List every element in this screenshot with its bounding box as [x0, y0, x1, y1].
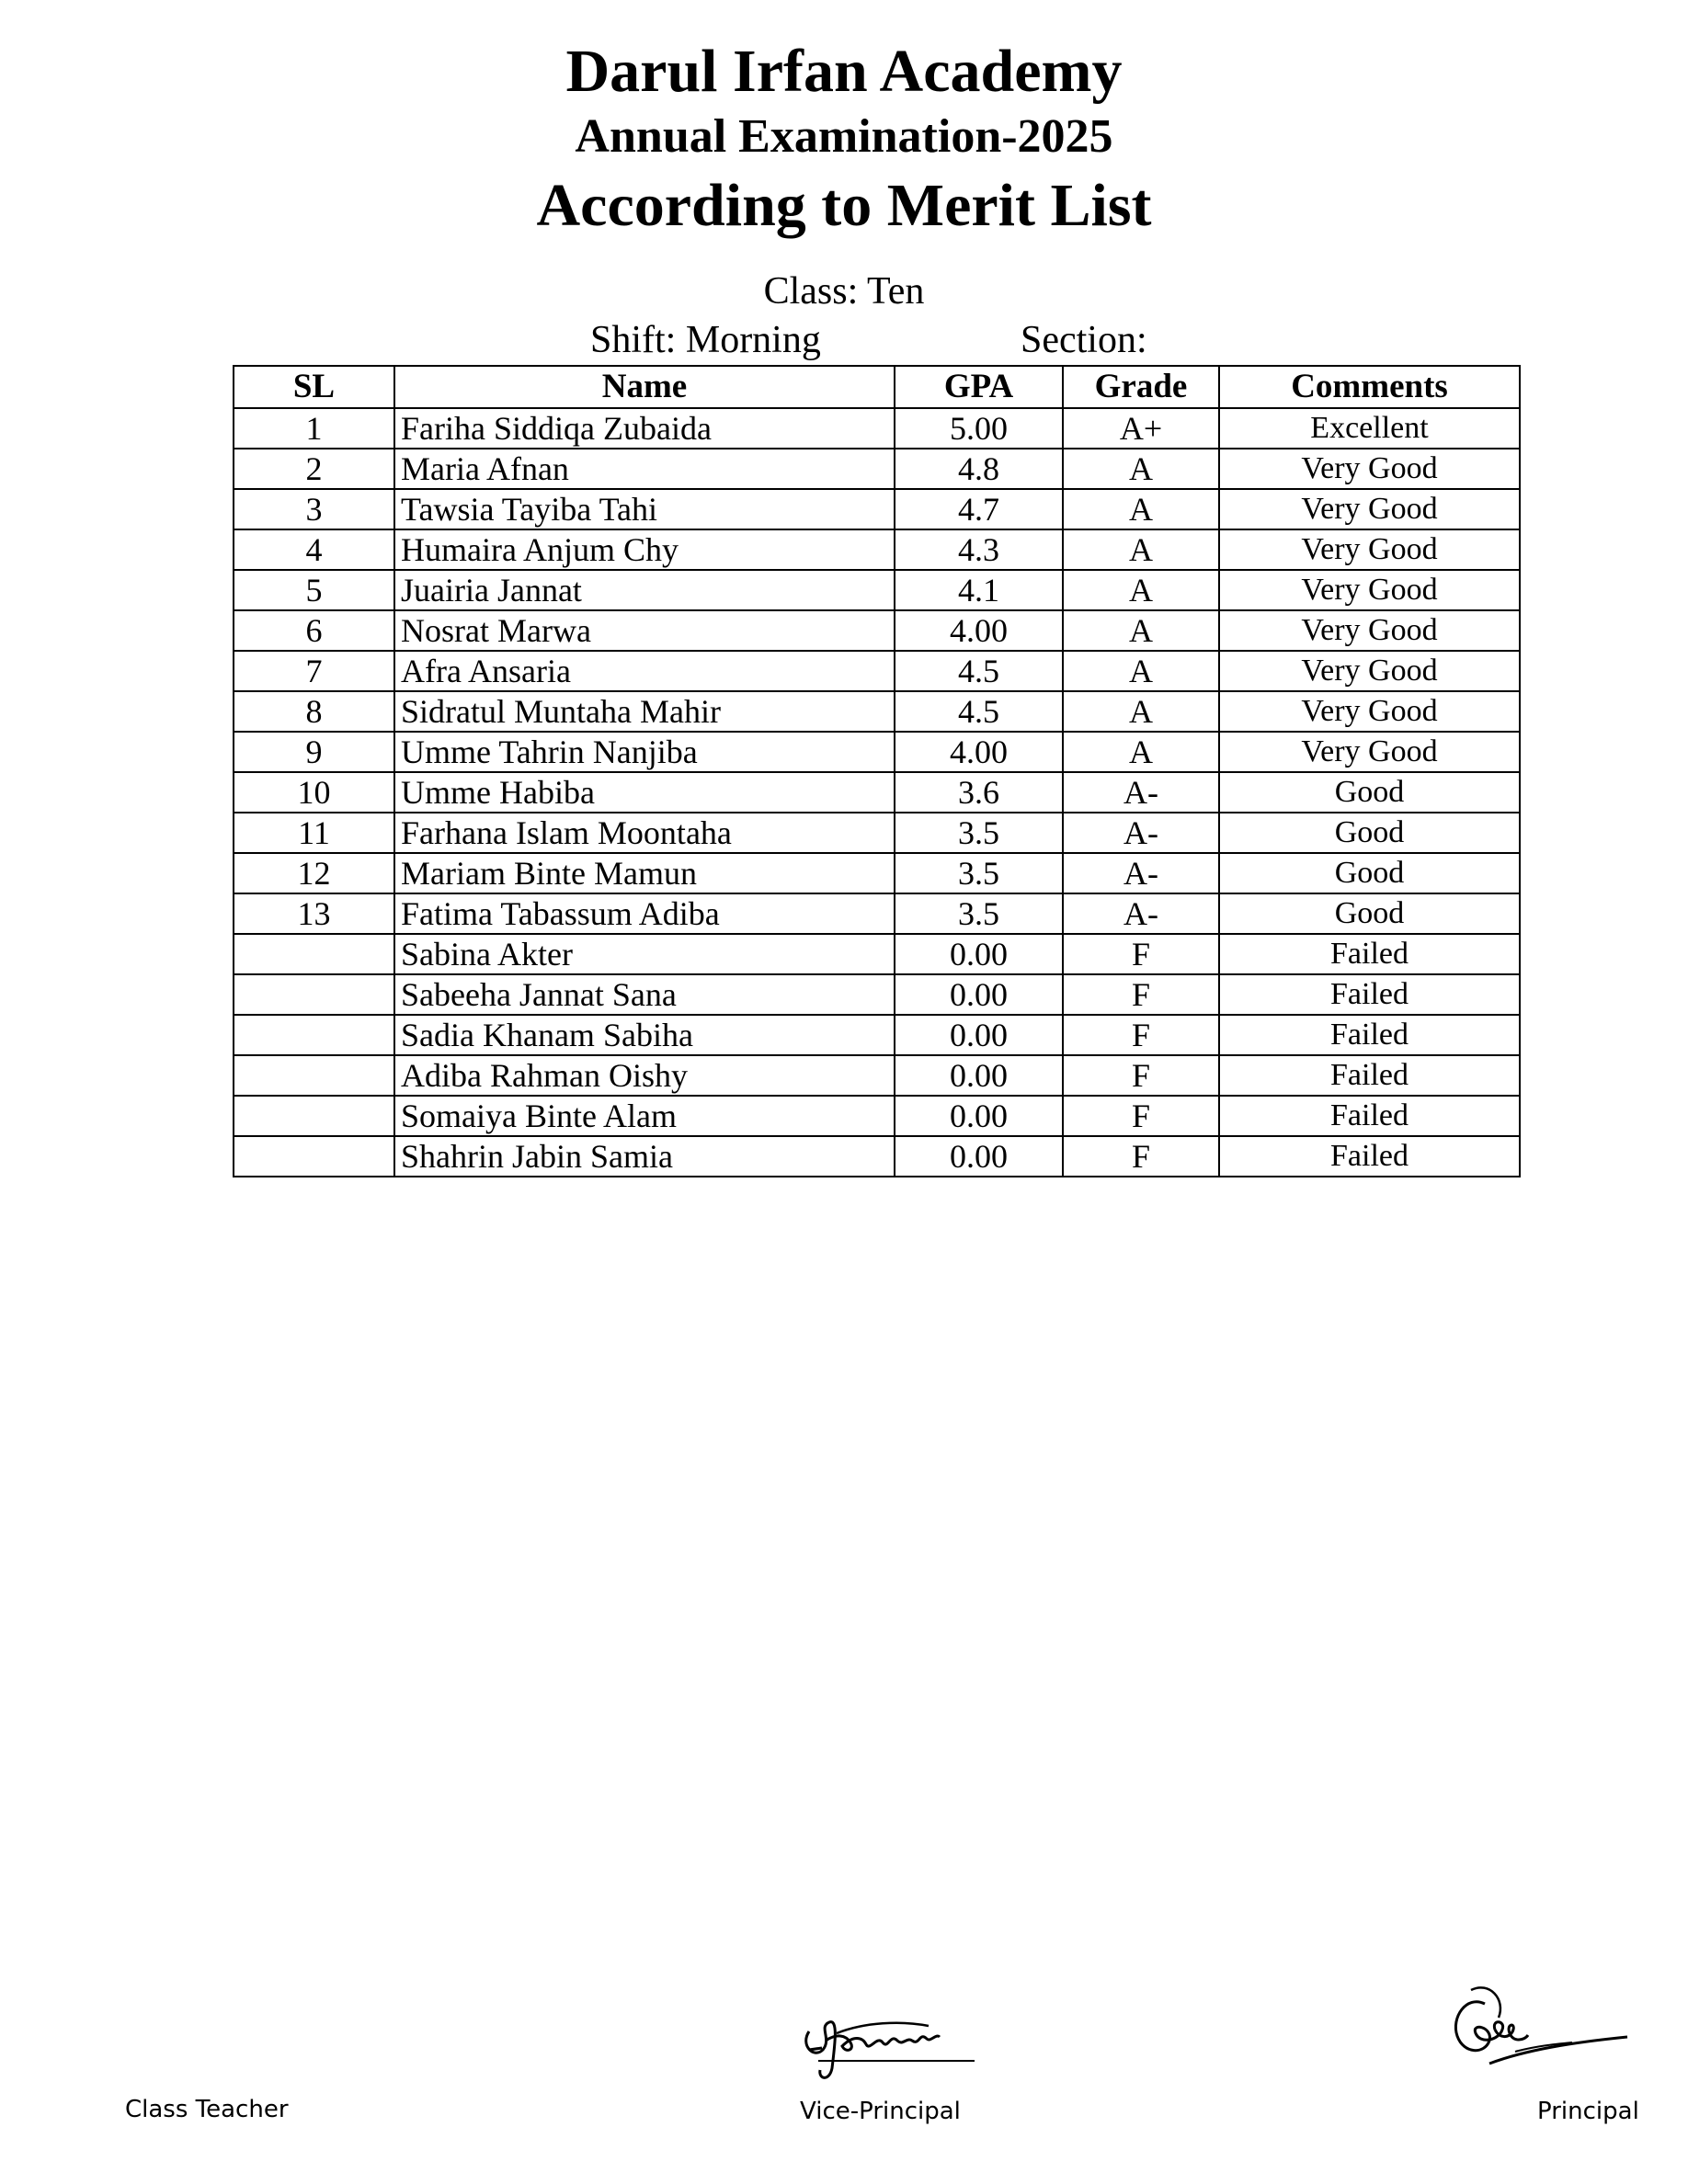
grade-cell: A: [1063, 529, 1219, 570]
grade-cell: F: [1063, 1015, 1219, 1055]
sl-cell: [234, 1136, 394, 1177]
section-label: Section:: [1021, 319, 1147, 361]
grade-cell: A-: [1063, 893, 1219, 934]
gpa-cell: 4.00: [895, 732, 1063, 772]
comment-cell: Failed: [1219, 974, 1520, 1015]
comment-cell: Good: [1219, 893, 1520, 934]
gpa-cell: 4.5: [895, 691, 1063, 732]
sl-cell: 4: [234, 529, 394, 570]
gpa-cell: 0.00: [895, 974, 1063, 1015]
table-row: [234, 934, 1520, 974]
name-cell: Juairia Jannat: [394, 570, 895, 610]
table-row: [234, 813, 1520, 853]
name-cell: Fatima Tabassum Adiba: [394, 893, 895, 934]
comment-cell: Very Good: [1219, 529, 1520, 570]
grade-cell: A: [1063, 651, 1219, 691]
gpa-cell: 4.1: [895, 570, 1063, 610]
principal-label: Principal: [1537, 2098, 1639, 2125]
name-cell: Tawsia Tayiba Tahi: [394, 489, 895, 529]
class-label: Class: Ten: [763, 270, 925, 313]
name-cell: Fariha Siddiqa Zubaida: [394, 408, 895, 449]
comment-cell: Failed: [1219, 1136, 1520, 1177]
sl-cell: 12: [234, 853, 394, 893]
comment-cell: Very Good: [1219, 489, 1520, 529]
sl-cell: 9: [234, 732, 394, 772]
table-row: [234, 610, 1520, 651]
table-row: [234, 853, 1520, 893]
table-row: [234, 1136, 1520, 1177]
grade-cell: A: [1063, 691, 1219, 732]
name-cell: Adiba Rahman Oishy: [394, 1055, 895, 1096]
gpa-cell: 3.6: [895, 772, 1063, 813]
sl-cell: 10: [234, 772, 394, 813]
merit-table-body: [234, 408, 1520, 1177]
table-row: [234, 974, 1520, 1015]
sl-cell: 5: [234, 570, 394, 610]
table-row: [234, 772, 1520, 813]
grade-cell: F: [1063, 1096, 1219, 1136]
table-row: [234, 732, 1520, 772]
grade-cell: A: [1063, 732, 1219, 772]
table-row: [234, 449, 1520, 489]
comment-cell: Very Good: [1219, 570, 1520, 610]
merit-table: [233, 365, 1521, 1177]
vice-principal-signature: [781, 1995, 984, 2096]
table-row: [234, 1096, 1520, 1136]
comment-cell: Very Good: [1219, 691, 1520, 732]
gpa-cell: 3.5: [895, 813, 1063, 853]
column-header-grade: Grade: [1063, 366, 1219, 408]
sl-cell: 7: [234, 651, 394, 691]
grade-cell: A-: [1063, 853, 1219, 893]
comment-cell: Failed: [1219, 934, 1520, 974]
name-cell: Sadia Khanam Sabiha: [394, 1015, 895, 1055]
vice-principal-label: Vice-Principal: [800, 2098, 961, 2125]
gpa-cell: 4.8: [895, 449, 1063, 489]
comment-cell: Very Good: [1219, 449, 1520, 489]
sl-cell: 8: [234, 691, 394, 732]
name-cell: Maria Afnan: [394, 449, 895, 489]
grade-cell: A: [1063, 489, 1219, 529]
grade-cell: A-: [1063, 772, 1219, 813]
column-header-gpa: GPA: [895, 366, 1063, 408]
comment-cell: Very Good: [1219, 732, 1520, 772]
grade-cell: A: [1063, 570, 1219, 610]
table-row: [234, 651, 1520, 691]
sl-cell: [234, 1055, 394, 1096]
name-cell: Sabeeha Jannat Sana: [394, 974, 895, 1015]
column-header-sl: SL: [234, 366, 394, 408]
table-row: [234, 893, 1520, 934]
sl-cell: [234, 974, 394, 1015]
name-cell: Nosrat Marwa: [394, 610, 895, 651]
gpa-cell: 4.5: [895, 651, 1063, 691]
sl-cell: 3: [234, 489, 394, 529]
table-row: [234, 1015, 1520, 1055]
comment-cell: Failed: [1219, 1055, 1520, 1096]
table-row: [234, 1055, 1520, 1096]
gpa-cell: 4.00: [895, 610, 1063, 651]
gpa-cell: 0.00: [895, 1096, 1063, 1136]
sl-cell: [234, 934, 394, 974]
class-teacher-label: Class Teacher: [125, 2096, 289, 2123]
grade-cell: A+: [1063, 408, 1219, 449]
gpa-cell: 0.00: [895, 1136, 1063, 1177]
gpa-cell: 0.00: [895, 934, 1063, 974]
comment-cell: Excellent: [1219, 408, 1520, 449]
comment-cell: Good: [1219, 813, 1520, 853]
name-cell: Somaiya Binte Alam: [394, 1096, 895, 1136]
gpa-cell: 3.5: [895, 853, 1063, 893]
name-cell: Umme Habiba: [394, 772, 895, 813]
table-row: [234, 570, 1520, 610]
comment-cell: Good: [1219, 772, 1520, 813]
name-cell: Sabina Akter: [394, 934, 895, 974]
column-header-comments: Comments: [1219, 366, 1520, 408]
comment-cell: Very Good: [1219, 651, 1520, 691]
sl-cell: [234, 1096, 394, 1136]
comment-cell: Very Good: [1219, 610, 1520, 651]
gpa-cell: 5.00: [895, 408, 1063, 449]
table-row: [234, 691, 1520, 732]
gpa-cell: 4.3: [895, 529, 1063, 570]
name-cell: Shahrin Jabin Samia: [394, 1136, 895, 1177]
grade-cell: A: [1063, 610, 1219, 651]
gpa-cell: 4.7: [895, 489, 1063, 529]
name-cell: Umme Tahrin Nanjiba: [394, 732, 895, 772]
comment-cell: Failed: [1219, 1096, 1520, 1136]
name-cell: Mariam Binte Mamun: [394, 853, 895, 893]
gpa-cell: 3.5: [895, 893, 1063, 934]
grade-cell: F: [1063, 1055, 1219, 1096]
grade-cell: F: [1063, 1136, 1219, 1177]
sl-cell: [234, 1015, 394, 1055]
sl-cell: 2: [234, 449, 394, 489]
gpa-cell: 0.00: [895, 1015, 1063, 1055]
grade-cell: F: [1063, 974, 1219, 1015]
shift-label: Shift: Morning: [590, 319, 821, 361]
grade-cell: A-: [1063, 813, 1219, 853]
sl-cell: 13: [234, 893, 394, 934]
name-cell: Sidratul Muntaha Mahir: [394, 691, 895, 732]
sl-cell: 11: [234, 813, 394, 853]
grade-cell: F: [1063, 934, 1219, 974]
name-cell: Humaira Anjum Chy: [394, 529, 895, 570]
table-row: [234, 408, 1520, 449]
name-cell: Farhana Islam Moontaha: [394, 813, 895, 853]
name-cell: Afra Ansaria: [394, 651, 895, 691]
grade-cell: A: [1063, 449, 1219, 489]
column-header-name: Name: [394, 366, 895, 408]
principal-signature: [1434, 1976, 1637, 2096]
comment-cell: Failed: [1219, 1015, 1520, 1055]
table-row: [234, 489, 1520, 529]
exam-title: Annual Examination-2025: [575, 110, 1113, 163]
sl-cell: 6: [234, 610, 394, 651]
table-row: [234, 529, 1520, 570]
table-header-row: [234, 366, 1520, 408]
merit-list-title: According to Merit List: [536, 172, 1152, 239]
comment-cell: Good: [1219, 853, 1520, 893]
gpa-cell: 0.00: [895, 1055, 1063, 1096]
institution-title: Darul Irfan Academy: [565, 38, 1123, 105]
sl-cell: 1: [234, 408, 394, 449]
